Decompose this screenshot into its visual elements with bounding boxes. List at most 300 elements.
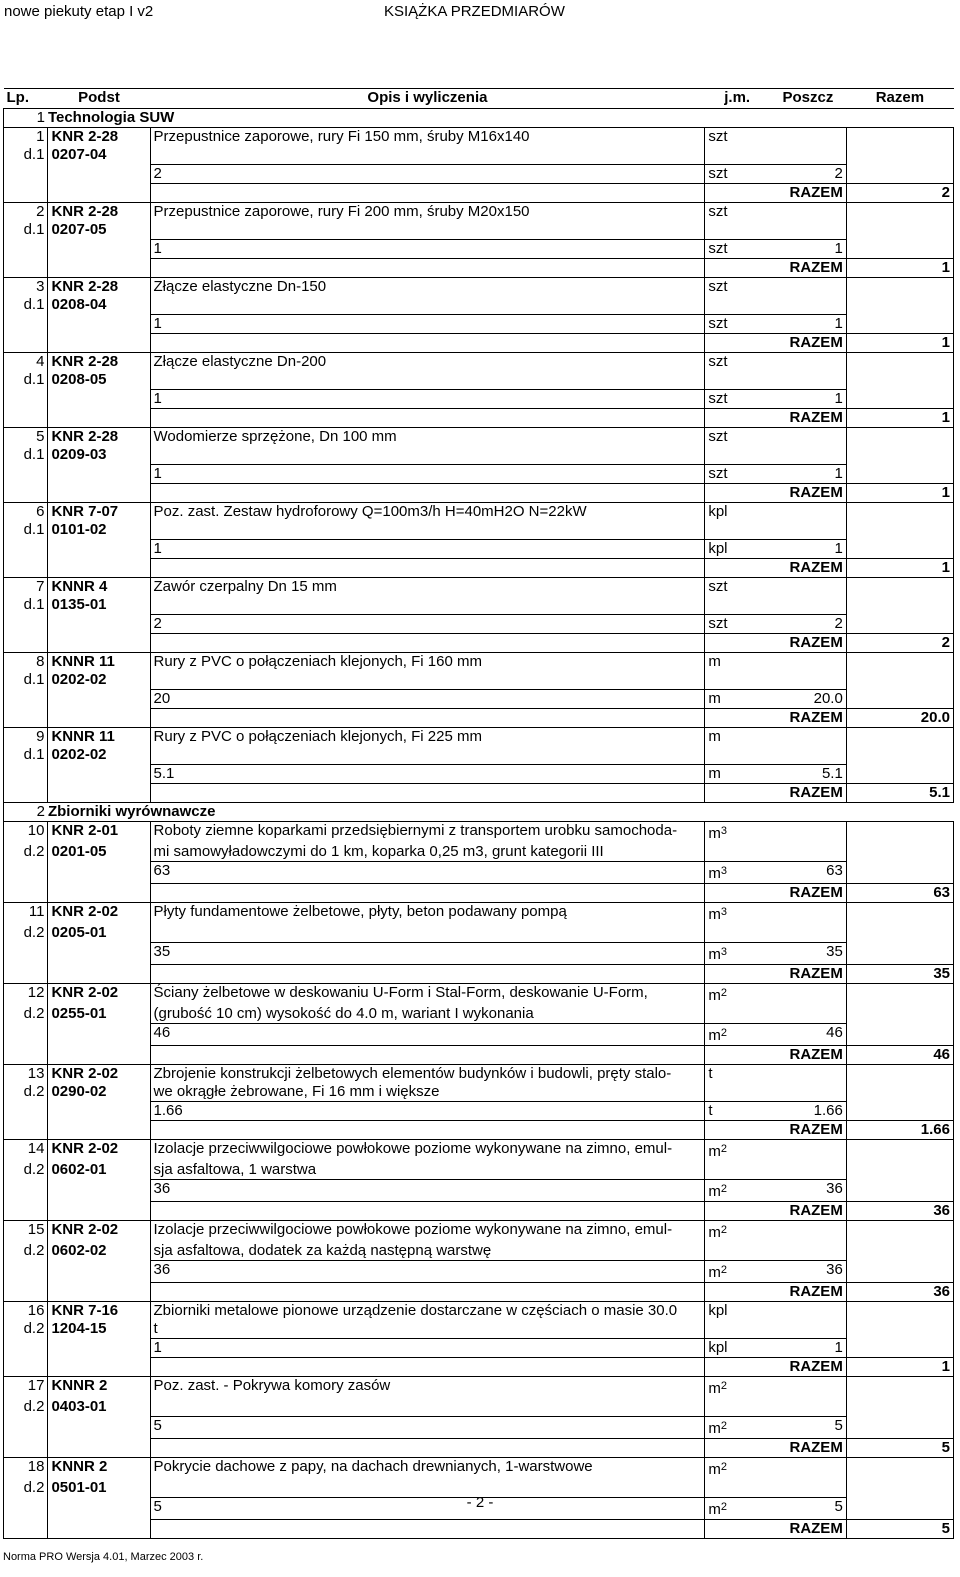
- razem-opis-empty: [150, 709, 705, 728]
- position-poszcz-empty: [770, 843, 847, 862]
- position-podst-catalog: KNR 2-01: [48, 822, 150, 844]
- calc-row: [4, 862, 954, 884]
- position-podst-catalog: KNR 2-02: [48, 984, 150, 1006]
- position-description-line: [150, 296, 705, 315]
- position-podst-table: 1204-15: [48, 1320, 150, 1339]
- position-number: 9: [4, 728, 48, 747]
- position-podst-table: 0602-02: [48, 1242, 150, 1261]
- razem-label: RAZEM: [705, 1202, 846, 1221]
- calc-poszcz-value: 36: [770, 1180, 847, 1202]
- position-poszcz-empty: [770, 521, 847, 540]
- razem-value: 36: [846, 1202, 953, 1221]
- position-number: 13: [4, 1065, 48, 1084]
- position-description-line: [150, 924, 705, 943]
- section-row: [4, 803, 954, 822]
- position-description-line: sja asfaltowa, 1 warstwa: [150, 1161, 705, 1180]
- calc-lp-empty: [4, 862, 48, 884]
- document-header-title: KSIĄŻKA PRZEDMIARÓW: [384, 3, 565, 20]
- razem-row: [4, 334, 954, 353]
- position-podst-table: 0207-04: [48, 146, 150, 165]
- section-row: [4, 109, 954, 128]
- position-poszcz-empty: [770, 578, 847, 597]
- position-razem-empty: [846, 428, 953, 447]
- razem-opis-empty: [150, 559, 705, 578]
- razem-row: [4, 409, 954, 428]
- calc-razem-empty: [846, 1180, 953, 1202]
- calc-poszcz-value: 5: [770, 1498, 847, 1520]
- position-poszcz-empty: [770, 1398, 847, 1417]
- position-unit-empty: [705, 371, 770, 390]
- razem-podst-empty: [48, 1202, 150, 1221]
- calc-razem-empty: [846, 540, 953, 559]
- razem-opis-empty: [150, 1202, 705, 1221]
- razem-lp-empty: [4, 884, 48, 903]
- calc-row: [4, 390, 954, 409]
- razem-value: 1.66: [846, 1121, 953, 1140]
- calc-poszcz-value: 2: [770, 615, 847, 634]
- razem-lp-empty: [4, 259, 48, 278]
- position-description-line: Poz. zast. - Pokrywa komory zasów: [150, 1377, 705, 1399]
- calc-unit: m: [705, 690, 770, 709]
- table-body: [4, 109, 954, 1539]
- position-razem-empty: [846, 1221, 953, 1243]
- position-description-line: Przepustnice zaporowe, rury Fi 150 mm, śruby M16x140: [150, 128, 705, 147]
- calc-lp-empty: [4, 1102, 48, 1121]
- razem-opis-empty: [150, 484, 705, 503]
- razem-label: RAZEM: [705, 409, 846, 428]
- position-unit-empty: [705, 924, 770, 943]
- position-poszcz-empty: [770, 203, 847, 222]
- razem-label: RAZEM: [705, 1121, 846, 1140]
- razem-lp-empty: [4, 784, 48, 803]
- position-description-line: [150, 1398, 705, 1417]
- position-razem-empty: [846, 1242, 953, 1261]
- razem-label: RAZEM: [705, 259, 846, 278]
- position-row: [4, 1302, 954, 1321]
- razem-podst-empty: [48, 184, 150, 203]
- position-row: [4, 146, 954, 165]
- position-podst-catalog: KNR 7-16: [48, 1302, 150, 1321]
- position-podst-catalog: KNR 2-02: [48, 903, 150, 925]
- position-razem-empty: [846, 1320, 953, 1339]
- section-number: 1: [4, 109, 48, 128]
- calc-unit: $m^3$: [705, 862, 770, 884]
- position-description-line: [150, 146, 705, 165]
- calc-podst-empty: [48, 862, 150, 884]
- razem-lp-empty: [4, 965, 48, 984]
- calc-podst-empty: [48, 315, 150, 334]
- calc-podst-empty: [48, 240, 150, 259]
- position-podst-catalog: KNR 2-28: [48, 353, 150, 372]
- position-razem-empty: [846, 1398, 953, 1417]
- position-poszcz-empty: [770, 371, 847, 390]
- document-header-left: nowe piekuty etap I v2: [4, 3, 154, 20]
- position-poszcz-empty: [770, 1005, 847, 1024]
- razem-lp-empty: [4, 709, 48, 728]
- col-razem: Razem: [846, 89, 953, 109]
- position-unit: szt: [708, 278, 728, 295]
- position-number: 8: [4, 653, 48, 672]
- calc-expression: 1: [150, 540, 705, 559]
- razem-opis-empty: [150, 1358, 705, 1377]
- position-description-line: Izolacje przeciwwilgociowe powłokowe poziome wykonywane na zimno, emul-: [150, 1221, 705, 1243]
- calc-poszcz-value: 20.0: [770, 690, 847, 709]
- razem-lp-empty: [4, 1439, 48, 1458]
- razem-row: [4, 484, 954, 503]
- position-row: [4, 1083, 954, 1102]
- calc-unit: kpl: [705, 1339, 770, 1358]
- position-poszcz-empty: [770, 1458, 847, 1480]
- position-row: [4, 446, 954, 465]
- position-razem-empty: [846, 1161, 953, 1180]
- calc-expression: 1.66: [150, 1102, 705, 1121]
- calc-unit: szt: [705, 240, 770, 259]
- position-unit-empty: [705, 1398, 770, 1417]
- calc-lp-empty: [4, 315, 48, 334]
- calc-expression: 36: [150, 1180, 705, 1202]
- position-podst-table: 0208-04: [48, 296, 150, 315]
- calc-razem-empty: [846, 315, 953, 334]
- razem-value: 35: [846, 965, 953, 984]
- position-description-line: t: [150, 1320, 705, 1339]
- position-razem-empty: [846, 296, 953, 315]
- calc-razem-empty: [846, 1024, 953, 1046]
- calc-podst-empty: [48, 465, 150, 484]
- razem-opis-empty: [150, 965, 705, 984]
- position-row: [4, 371, 954, 390]
- position-row: [4, 984, 954, 1006]
- calc-unit: $m^2$: [705, 1180, 770, 1202]
- position-poszcz-empty: [770, 146, 847, 165]
- calc-unit: szt: [705, 615, 770, 634]
- position-podst-table: 0135-01: [48, 596, 150, 615]
- position-unit-empty: [705, 1083, 770, 1102]
- razem-podst-empty: [48, 1520, 150, 1539]
- section-number: 2: [4, 803, 48, 822]
- calc-razem-empty: [846, 862, 953, 884]
- position-razem-empty: [846, 1140, 953, 1162]
- calc-row: [4, 690, 954, 709]
- position-number: 4: [4, 353, 48, 372]
- razem-lp-empty: [4, 1283, 48, 1302]
- position-description-line: [150, 596, 705, 615]
- position-row: [4, 578, 954, 597]
- razem-value: 20.0: [846, 709, 953, 728]
- position-row: [4, 596, 954, 615]
- position-row: [4, 428, 954, 447]
- razem-opis-empty: [150, 1283, 705, 1302]
- calc-razem-empty: [846, 465, 953, 484]
- calc-row: [4, 943, 954, 965]
- position-row: [4, 1065, 954, 1084]
- razem-row: [4, 259, 954, 278]
- position-razem-empty: [846, 984, 953, 1006]
- calc-expression: 20: [150, 690, 705, 709]
- position-podst-table: 0205-01: [48, 924, 150, 943]
- razem-row: [4, 884, 954, 903]
- calc-expression: 2: [150, 615, 705, 634]
- position-poszcz-empty: [770, 671, 847, 690]
- razem-lp-empty: [4, 1202, 48, 1221]
- calc-expression: 1: [150, 240, 705, 259]
- position-description-line: Złącze elastyczne Dn-150: [150, 278, 705, 297]
- calc-lp-empty: [4, 765, 48, 784]
- position-razem-empty: [846, 1377, 953, 1399]
- razem-value: 1: [846, 1358, 953, 1377]
- position-podst-table: 0602-01: [48, 1161, 150, 1180]
- position-podst-catalog: KNNR 11: [48, 728, 150, 747]
- razem-value: 1: [846, 409, 953, 428]
- calc-podst-empty: [48, 765, 150, 784]
- calc-unit: $m^2$: [705, 1024, 770, 1046]
- col-podst: Podst: [48, 89, 150, 109]
- calc-expression: 63: [150, 862, 705, 884]
- calc-podst-empty: [48, 615, 150, 634]
- calc-podst-empty: [48, 1339, 150, 1358]
- razem-value: 5.1: [846, 784, 953, 803]
- calc-row: [4, 765, 954, 784]
- calc-row: [4, 1417, 954, 1439]
- razem-podst-empty: [48, 1046, 150, 1065]
- calc-expression: 5: [150, 1498, 705, 1520]
- calc-poszcz-value: 5.1: [770, 765, 847, 784]
- razem-value: 2: [846, 634, 953, 653]
- razem-label: RAZEM: [705, 184, 846, 203]
- razem-row: [4, 1520, 954, 1539]
- position-podst-catalog: KNNR 2: [48, 1377, 150, 1399]
- razem-row: [4, 1121, 954, 1140]
- position-unit-empty: [705, 521, 770, 540]
- position-description-line: Płyty fundamentowe żelbetowe, płyty, beton podawany pompą: [150, 903, 705, 925]
- calc-unit: kpl: [705, 540, 770, 559]
- position-d-marker: d.2: [4, 843, 48, 862]
- position-number: 6: [4, 503, 48, 522]
- page-number: - 2 -: [466, 1494, 494, 1511]
- calc-razem-empty: [846, 240, 953, 259]
- calc-row: [4, 1339, 954, 1358]
- position-poszcz-empty: [770, 822, 847, 844]
- calc-unit: $m^2$: [705, 1417, 770, 1439]
- position-podst-catalog: KNR 2-02: [48, 1221, 150, 1243]
- position-podst-table: 0202-02: [48, 671, 150, 690]
- position-number: 18: [4, 1458, 48, 1480]
- razem-lp-empty: [4, 559, 48, 578]
- calc-poszcz-value: 46: [770, 1024, 847, 1046]
- position-unit-empty: [705, 221, 770, 240]
- position-poszcz-empty: [770, 1221, 847, 1243]
- calc-poszcz-value: 1: [770, 240, 847, 259]
- calc-expression: 1: [150, 1339, 705, 1358]
- razem-row: [4, 709, 954, 728]
- position-podst-catalog: KNNR 4: [48, 578, 150, 597]
- calc-lp-empty: [4, 540, 48, 559]
- razem-lp-empty: [4, 1046, 48, 1065]
- position-d-marker: d.2: [4, 1320, 48, 1339]
- razem-row: [4, 965, 954, 984]
- position-razem-empty: [846, 746, 953, 765]
- calc-expression: 2: [150, 165, 705, 184]
- position-row: [4, 1221, 954, 1243]
- position-description-line: Zbiorniki metalowe pionowe urządzenie dostarczane w częściach o masie 30.0: [150, 1302, 705, 1321]
- calc-lp-empty: [4, 690, 48, 709]
- razem-row: [4, 1439, 954, 1458]
- position-number: 12: [4, 984, 48, 1006]
- position-d-marker: d.2: [4, 1161, 48, 1180]
- razem-podst-empty: [48, 259, 150, 278]
- position-number: 5: [4, 428, 48, 447]
- przedmiar-table: [3, 88, 954, 1539]
- section-title: Zbiorniki wyrównawcze: [48, 803, 954, 822]
- calc-unit: szt: [705, 465, 770, 484]
- position-poszcz-empty: [770, 1242, 847, 1261]
- position-podst-catalog: KNR 2-02: [48, 1065, 150, 1084]
- position-poszcz-empty: [770, 903, 847, 925]
- position-number: 11: [4, 903, 48, 925]
- calc-poszcz-value: 1: [770, 315, 847, 334]
- calc-unit: $m^2$: [705, 1498, 770, 1520]
- razem-value: 63: [846, 884, 953, 903]
- position-row: [4, 1377, 954, 1399]
- position-number: 1: [4, 128, 48, 147]
- position-razem-empty: [846, 278, 953, 297]
- razem-lp-empty: [4, 634, 48, 653]
- position-row: [4, 521, 954, 540]
- calc-unit: $m^2$: [705, 1261, 770, 1283]
- razem-label: RAZEM: [705, 1520, 846, 1539]
- position-d-marker: d.1: [4, 671, 48, 690]
- col-opis: Opis i wyliczenia: [150, 89, 705, 109]
- position-poszcz-empty: [770, 1302, 847, 1321]
- position-razem-empty: [846, 596, 953, 615]
- razem-label: RAZEM: [705, 484, 846, 503]
- calc-expression: 36: [150, 1261, 705, 1283]
- position-podst-catalog: KNR 2-02: [48, 1140, 150, 1162]
- razem-label: RAZEM: [705, 559, 846, 578]
- razem-lp-empty: [4, 484, 48, 503]
- razem-podst-empty: [48, 1283, 150, 1302]
- razem-podst-empty: [48, 634, 150, 653]
- position-podst-catalog: KNR 2-28: [48, 128, 150, 147]
- position-razem-empty: [846, 903, 953, 925]
- calc-razem-empty: [846, 615, 953, 634]
- position-number: 17: [4, 1377, 48, 1399]
- position-unit-empty: [705, 446, 770, 465]
- razem-opis-empty: [150, 1121, 705, 1140]
- calc-row: [4, 1024, 954, 1046]
- position-unit: $m^2$: [708, 1224, 727, 1241]
- position-razem-empty: [846, 843, 953, 862]
- position-description-line: [150, 746, 705, 765]
- calc-razem-empty: [846, 390, 953, 409]
- razem-lp-empty: [4, 184, 48, 203]
- calc-unit: m: [705, 765, 770, 784]
- position-description-line: [150, 521, 705, 540]
- razem-row: [4, 559, 954, 578]
- position-razem-empty: [846, 503, 953, 522]
- position-poszcz-empty: [770, 746, 847, 765]
- razem-opis-empty: [150, 1046, 705, 1065]
- position-razem-empty: [846, 371, 953, 390]
- position-razem-empty: [846, 1458, 953, 1480]
- position-description-line: Ściany żelbetowe w deskowaniu U-Form i Stal-Form, deskowanie U-Form,: [150, 984, 705, 1006]
- position-description-line: Roboty ziemne koparkami przedsiębiernymi z transportem urobku samochoda-: [150, 822, 705, 844]
- razem-opis-empty: [150, 184, 705, 203]
- calc-expression: 1: [150, 465, 705, 484]
- razem-label: RAZEM: [705, 965, 846, 984]
- calc-row: [4, 540, 954, 559]
- razem-podst-empty: [48, 1439, 150, 1458]
- calc-razem-empty: [846, 690, 953, 709]
- position-number: 15: [4, 1221, 48, 1243]
- position-row: [4, 221, 954, 240]
- position-row: [4, 1161, 954, 1180]
- position-podst-table: 0403-01: [48, 1398, 150, 1417]
- position-row: [4, 1140, 954, 1162]
- razem-podst-empty: [48, 484, 150, 503]
- razem-value: 1: [846, 259, 953, 278]
- position-razem-empty: [846, 128, 953, 147]
- razem-label: RAZEM: [705, 784, 846, 803]
- razem-lp-empty: [4, 1121, 48, 1140]
- razem-podst-empty: [48, 1121, 150, 1140]
- calc-row: [4, 165, 954, 184]
- calc-podst-empty: [48, 165, 150, 184]
- position-number: 14: [4, 1140, 48, 1162]
- position-d-marker: d.1: [4, 596, 48, 615]
- position-row: [4, 296, 954, 315]
- position-unit-empty: [705, 671, 770, 690]
- position-row: [4, 203, 954, 222]
- position-podst-table: 0201-05: [48, 843, 150, 862]
- razem-lp-empty: [4, 409, 48, 428]
- calc-razem-empty: [846, 1102, 953, 1121]
- calc-poszcz-value: 5: [770, 1417, 847, 1439]
- position-row: [4, 822, 954, 844]
- calc-unit: szt: [705, 390, 770, 409]
- calc-razem-empty: [846, 765, 953, 784]
- position-number: 3: [4, 278, 48, 297]
- razem-value: 36: [846, 1283, 953, 1302]
- position-podst-table: 0101-02: [48, 521, 150, 540]
- position-row: [4, 671, 954, 690]
- position-number: 7: [4, 578, 48, 597]
- position-podst-table: 0207-05: [48, 221, 150, 240]
- position-d-marker: d.2: [4, 1242, 48, 1261]
- position-number: 16: [4, 1302, 48, 1321]
- razem-value: 5: [846, 1520, 953, 1539]
- position-number: 10: [4, 822, 48, 844]
- position-row: [4, 1320, 954, 1339]
- position-row: [4, 843, 954, 862]
- position-podst-catalog: KNNR 2: [48, 1458, 150, 1480]
- razem-podst-empty: [48, 784, 150, 803]
- position-description-line: Złącze elastyczne Dn-200: [150, 353, 705, 372]
- position-description-line: we okrągłe żebrowane, Fi 16 mm i większe: [150, 1083, 705, 1102]
- position-poszcz-empty: [770, 1320, 847, 1339]
- position-razem-empty: [846, 728, 953, 747]
- position-unit: szt: [708, 428, 728, 445]
- position-row: [4, 503, 954, 522]
- calc-lp-empty: [4, 943, 48, 965]
- razem-row: [4, 784, 954, 803]
- razem-podst-empty: [48, 334, 150, 353]
- position-unit-empty: [705, 296, 770, 315]
- calc-expression: 35: [150, 943, 705, 965]
- position-description-line: sja asfaltowa, dodatek za każdą następną warstwę: [150, 1242, 705, 1261]
- position-razem-empty: [846, 146, 953, 165]
- position-poszcz-empty: [770, 278, 847, 297]
- position-row: [4, 353, 954, 372]
